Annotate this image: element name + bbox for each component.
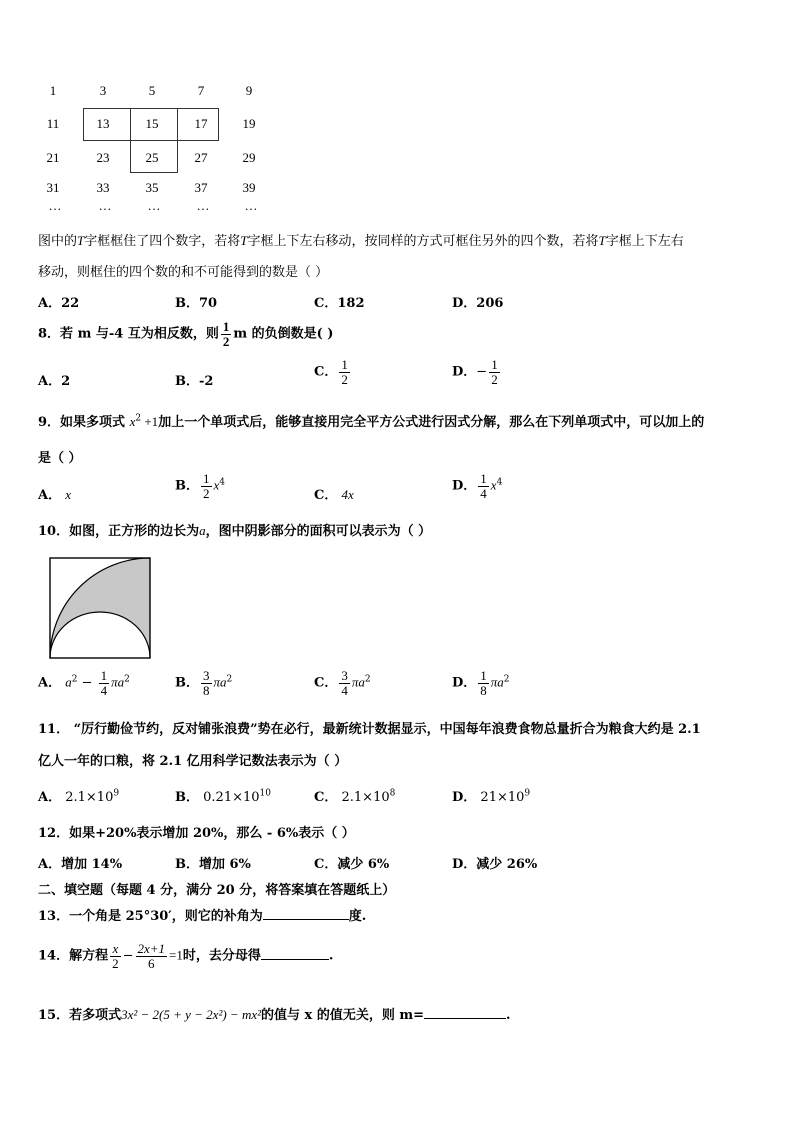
grid-cell: 35 — [145, 180, 159, 195]
grid-cell: 37 — [194, 180, 208, 195]
q9-option-c[interactable]: C． 4x — [314, 487, 354, 503]
q7-option-d[interactable]: D．206 — [452, 296, 504, 311]
q9-option-a[interactable]: A． x — [38, 487, 72, 503]
q8-option-b[interactable]: B．-2 — [175, 374, 214, 389]
grid-cell: 21 — [46, 150, 60, 165]
grid-cell: 31 — [46, 180, 60, 195]
q10-option-d[interactable]: D． $\frac{1}{8}$ $\pi a^2$ — [452, 668, 510, 698]
grid-cell: 9 — [245, 83, 253, 98]
q7-line1: 图中的T字框框住了四个数字，若将T字框上下左右移动，按同样的方式可框住另外的四个数，若将T字框上下左右 — [38, 233, 684, 249]
grid-cell: 39 — [242, 180, 256, 195]
q15-question: 15．若多项式3x² − 2(5 + y − 2x²) − mx²的值与 x 的值无关，则 m= . — [38, 1007, 511, 1023]
grid-cell: 3 — [99, 83, 107, 98]
q10-option-b[interactable]: B． $\frac{3}{8}$ $\pi a^2$ — [175, 668, 233, 698]
grid-cell: 23 — [96, 150, 110, 165]
q7-option-a[interactable]: A．22 — [38, 296, 80, 311]
q10-option-c[interactable]: C． $\frac{3}{4}$ $\pi a^2$ — [314, 668, 371, 698]
q10-question: 10．如图，正方形的边长为a，图中阴影部分的面积可以表示为（ ） — [38, 523, 432, 539]
q13-question: 13．一个角是 25°30′，则它的补角为 度. — [38, 909, 367, 924]
answer-blank[interactable] — [261, 947, 329, 960]
q9-question: 9．如果多项式 $x^2 +1$加上一个单项式后，能够直接用完全平方公式进行因式分解，那么在下列单项式中，可以加上的 — [38, 413, 705, 430]
grid-ellipsis: … — [98, 198, 112, 213]
q14-question: 14．解方程 $\frac{x}{2}$ − $\frac{2x+1}{6}$ =1时，去分母得 . — [38, 941, 334, 971]
q7-option-b[interactable]: B．70 — [175, 296, 218, 311]
grid-cell: 15 — [145, 116, 159, 131]
square-arc-figure — [49, 556, 151, 659]
grid-cell: 33 — [96, 180, 110, 195]
grid-ellipsis: … — [147, 198, 161, 213]
q8-option-a[interactable]: A．2 — [38, 374, 71, 389]
q9-option-b[interactable]: B． $\frac{1}{2}$ $x^4$ — [175, 471, 226, 501]
q12-question: 12．如果+20%表示增加 20%，那么 - 6%表示（ ） — [38, 826, 355, 841]
q8-question: 8．若 m 与-4 互为相反数，则 $\frac{1}{2}$ m 的负倒数是( ) — [38, 319, 334, 349]
shaded-region — [50, 558, 150, 658]
grid-cell: 17 — [194, 116, 208, 131]
grid-ellipsis: … — [48, 198, 62, 213]
q11-line1: 11． “厉行勤俭节约，反对铺张浪费”势在必行，最新统计数据显示，中国每年浪费食物总量折合为粮食大约是 2.1 — [38, 722, 701, 737]
q9-option-d[interactable]: D． $\frac{1}{4}$ $x^4$ — [452, 471, 503, 501]
q7-line2: 移动，则框住的四个数的和不可能得到的数是（ ） — [38, 265, 329, 280]
grid-cell: 13 — [96, 116, 110, 131]
grid-cell: 29 — [242, 150, 256, 165]
q10-option-a[interactable]: A． $a^2$ − $\frac{1}{4}$ $\pi a^2$ — [38, 668, 130, 698]
q8-option-d[interactable]: D．− $\frac{1}{2}$ — [452, 357, 498, 387]
grid-cell: 25 — [145, 150, 159, 165]
q11-option-c[interactable]: C． $2.1\times 10^8$ — [314, 788, 396, 805]
grid-cell: 27 — [194, 150, 208, 165]
answer-blank[interactable] — [263, 907, 349, 920]
q12-option-a[interactable]: A．增加 14% — [38, 857, 123, 872]
grid-cell: 7 — [197, 83, 205, 98]
q7-option-c[interactable]: C．182 — [314, 296, 365, 311]
q12-option-b[interactable]: B．增加 6% — [175, 857, 251, 872]
q9-line2: 是（ ） — [38, 451, 82, 466]
q11-option-d[interactable]: D． $21\times 10^9$ — [452, 788, 531, 805]
q12-option-d[interactable]: D．减少 26% — [452, 857, 538, 872]
grid-cell: 1 — [49, 83, 57, 98]
q11-option-b[interactable]: B． $0.21\times 10^{10}$ — [175, 788, 271, 805]
grid-ellipsis: … — [244, 198, 258, 213]
grid-cell: 5 — [148, 83, 156, 98]
q8-option-c[interactable]: C． $\frac{1}{2}$ — [314, 357, 348, 387]
grid-cell: 11 — [46, 116, 60, 131]
q12-option-c[interactable]: C．减少 6% — [314, 857, 390, 872]
section-heading: 二、填空题（每题 4 分，满分 20 分，将答案填在答题纸上） — [38, 883, 396, 898]
q11-line2: 亿人一年的口粮，将 2.1 亿用科学记数法表示为（ ） — [38, 754, 348, 769]
q11-option-a[interactable]: A． $2.1\times 10^9$ — [38, 788, 120, 805]
answer-blank[interactable] — [424, 1006, 506, 1019]
grid-ellipsis: … — [196, 198, 210, 213]
fraction: $\frac{1}{2}$ — [222, 319, 230, 349]
grid-cell: 19 — [242, 116, 256, 131]
